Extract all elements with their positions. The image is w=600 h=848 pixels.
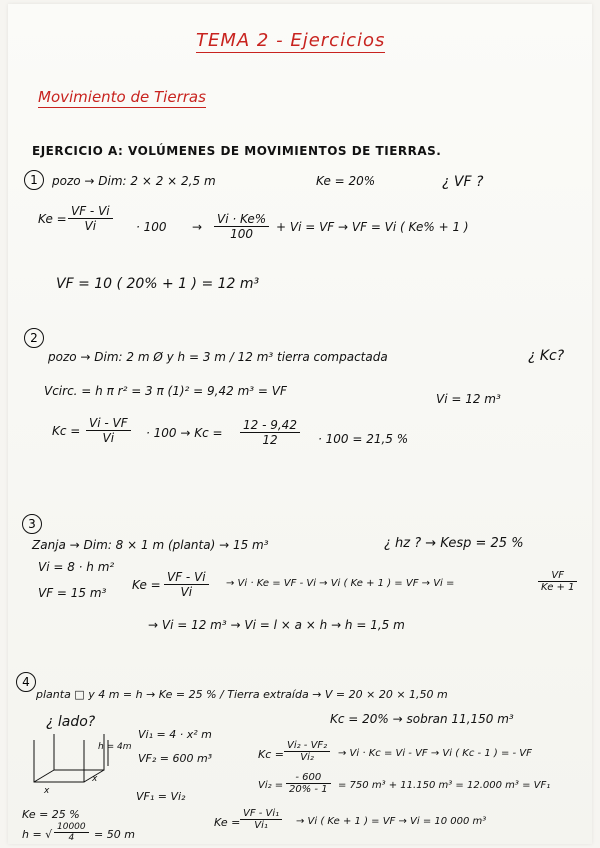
p4-kc-denominator: Vi₂ — [300, 752, 314, 763]
p4-ke-lhs: Ke = — [214, 816, 241, 829]
p3-line2: → Vi = 12 m³ → Vi = l × a × h → h = 1,5 m — [148, 618, 405, 632]
p1-formula2-fraction — [214, 212, 269, 241]
p4-vi2-denominator: 20% - 1 — [289, 784, 328, 795]
p3-chain: → Vi · Ke = VF - Vi → Vi ( Ke + 1 ) = VF → Vi = — [226, 578, 455, 589]
problem-1-ke: Ke = 20% — [316, 174, 376, 188]
p2-formula-fraction — [86, 416, 131, 445]
p3-formula-lhs: Ke = — [132, 578, 161, 592]
p4-ke-numerator: VF - Vi₁ — [240, 808, 282, 820]
problem-2-question: ¿ Kc? — [528, 348, 565, 364]
p1-formula-mult: · 100 — [136, 220, 167, 234]
p3-formula-fraction — [164, 570, 209, 599]
p4-h-rest: = 50 m — [94, 828, 135, 841]
problem-3-number: 3 — [22, 514, 42, 534]
p3-formula2-denominator: Ke + 1 — [541, 582, 575, 593]
p2-vcirc: Vcirc. = h π r² = 3 π (1)² = 9,42 m³ = VF — [44, 384, 287, 398]
p2-formula-denominator: Vi — [102, 431, 115, 445]
p2-formula2-denominator: 12 — [262, 433, 278, 447]
p1-arrow: → — [192, 220, 203, 234]
p4-vf1: VF₁ = Vi₂ — [136, 790, 186, 803]
p4-vi2-numerator: - 600 — [286, 772, 331, 784]
p3-formula-numerator: VF - Vi — [164, 570, 209, 585]
problem-3-statement: Zanja → Dim: 8 × 1 m (planta) → 15 m³ — [32, 538, 269, 552]
p4-ke-denominator: Vi₁ — [254, 820, 268, 831]
p4-kc-numerator: Vi₂ - VF₂ — [284, 740, 330, 752]
problem-3-question: ¿ hz ? → Kesp = 25 % — [384, 536, 524, 551]
p4-kc-fraction — [284, 740, 330, 763]
p4-vi2-rest: = 750 m³ + 11.150 m³ = 12.000 m³ = VF₁ — [338, 780, 551, 791]
problem-4-question: ¿ lado? — [46, 714, 96, 730]
p4-h-fraction — [54, 822, 89, 843]
p2-formula2-fraction — [240, 418, 300, 447]
p3-formula2-fraction — [538, 570, 577, 593]
p4-vi2-fraction — [286, 772, 331, 795]
sketch-height-label: h = 4m — [98, 742, 132, 752]
p2-vi: Vi = 12 m³ — [436, 392, 501, 406]
p1-formula2-rest: + Vi = VF → VF = Vi ( Ke% + 1 ) — [276, 220, 469, 234]
p3-formula-denominator: Vi — [180, 585, 193, 599]
p2-formula-mult: · 100 → Kc = — [146, 426, 223, 440]
p3-vf: VF = 15 m³ — [38, 586, 107, 600]
problem-1-question: ¿ VF ? — [442, 174, 484, 190]
p3-vi: Vi = 8 · h m² — [38, 560, 115, 574]
p2-formula2-rest: · 100 = 21,5 % — [318, 432, 409, 446]
p4-h-numerator: 10000 — [54, 822, 89, 833]
p4-kc: Kc = 20% → sobran 11,150 m³ — [330, 712, 514, 726]
p1-formula-numerator: VF - Vi — [68, 204, 113, 219]
p4-kc-chain: → Vi · Kc = Vi - VF → Vi ( Kc - 1 ) = - VF — [338, 748, 532, 759]
p1-formula2-denominator: 100 — [230, 227, 254, 241]
p4-ke-chain: → Vi ( Ke + 1 ) = VF → Vi = 10 000 m³ — [296, 816, 487, 827]
problem-2-statement: pozo → Dim: 2 m Ø y h = 3 m / 12 m³ tierra compactada — [48, 350, 388, 364]
p4-ke-fraction — [240, 808, 282, 831]
p4-h-denominator: 4 — [68, 833, 75, 843]
sketch-x-label-2: x — [92, 774, 98, 784]
p4-h-lhs: h = √ — [22, 828, 53, 841]
p4-vf2: VF₂ = 600 m³ — [138, 752, 213, 765]
p1-formula2-numerator: Vi · Ke% — [214, 212, 269, 227]
p3-formula2-numerator: VF — [538, 570, 577, 582]
p1-result: VF = 10 ( 20% + 1 ) = 12 m³ — [56, 276, 260, 292]
section-subtitle: Movimiento de Tierras — [38, 88, 206, 106]
notebook-page — [8, 4, 592, 844]
p4-kc-lhs: Kc = — [258, 748, 284, 761]
problem-2-number: 2 — [24, 328, 44, 348]
problem-4-statement: planta □ y 4 m = h → Ke = 25 % / Tierra extraída → V = 20 × 20 × 1,50 m — [36, 688, 448, 701]
p1-formula-lhs: Ke = — [38, 212, 67, 226]
p4-vi2-lhs: Vi₂ = — [258, 780, 284, 791]
p2-formula2-numerator: 12 - 9,42 — [240, 418, 300, 433]
excavation-sketch-icon — [24, 730, 114, 800]
p1-formula-fraction — [68, 204, 113, 233]
p2-formula-numerator: Vi - VF — [86, 416, 131, 431]
p4-ke-value: Ke = 25 % — [22, 808, 80, 821]
p1-formula-denominator: Vi — [84, 219, 97, 233]
p4-vi1: Vi₁ = 4 · x² m — [138, 728, 212, 741]
exercise-heading: EJERCICIO A: VOLÚMENES DE MOVIMIENTOS DE TIERRAS. — [32, 144, 442, 158]
sketch-x-label-1: x — [44, 786, 50, 796]
problem-4-number: 4 — [16, 672, 36, 692]
page-title: TEMA 2 - Ejercicios — [196, 30, 386, 51]
p2-formula-lhs: Kc = — [52, 424, 81, 438]
problem-1-number: 1 — [24, 170, 44, 190]
problem-1-statement: pozo → Dim: 2 × 2 × 2,5 m — [52, 174, 216, 188]
